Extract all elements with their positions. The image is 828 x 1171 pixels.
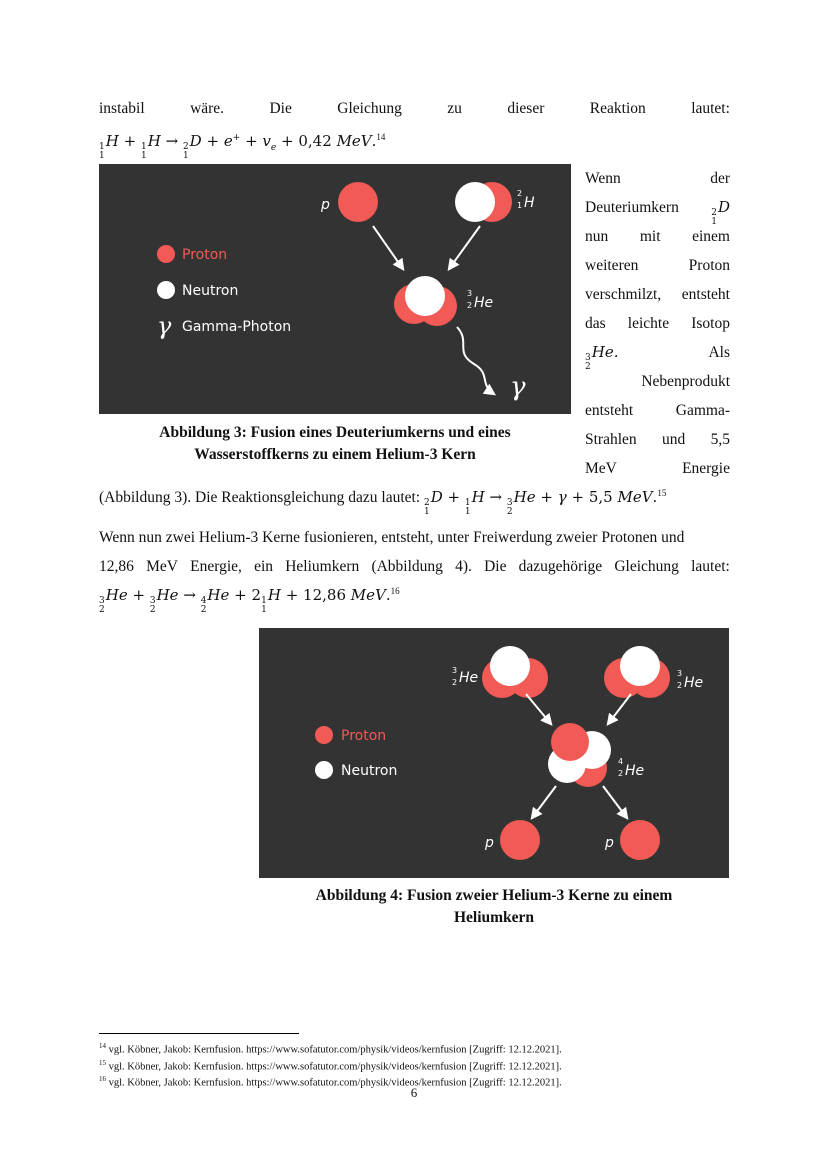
footnote-separator bbox=[99, 1033, 299, 1034]
label-he: He bbox=[474, 295, 494, 311]
label-he-right-charge: 2 bbox=[677, 681, 683, 690]
label-he-mass: 3 bbox=[467, 289, 473, 298]
label-he-right-mass: 3 bbox=[677, 669, 683, 678]
legend-gamma-symbol: γ bbox=[157, 312, 172, 340]
label-he4-charge: 2 bbox=[618, 769, 624, 778]
footnote-ref[interactable]: 16 bbox=[390, 586, 400, 596]
he3-neutron bbox=[405, 276, 445, 316]
label-p-left: p bbox=[485, 835, 494, 851]
legend-proton-dot bbox=[315, 726, 333, 744]
label-he-left: He bbox=[459, 670, 479, 686]
figure-4-caption: Abbildung 4: Fusion zweier Helium-3 Kerne zu einem Heliumkern bbox=[315, 887, 673, 926]
word: zu bbox=[447, 100, 462, 117]
he3-right-neutron bbox=[620, 646, 660, 686]
side-line: Wenn der bbox=[585, 170, 730, 187]
legend-neutron-label: Neutron bbox=[341, 763, 398, 779]
paragraph-3-line-1: Wenn nun zwei Helium-3 Kerne fusionieren, entsteht, unter Freiwerdung zweier Protonen und bbox=[99, 529, 685, 546]
side-line: nun mit einem bbox=[585, 228, 730, 245]
word: lautet: bbox=[691, 100, 730, 117]
arrow-out-left bbox=[532, 786, 556, 818]
word: wäre. bbox=[190, 100, 225, 117]
word: instabil bbox=[99, 100, 145, 117]
side-line: MeV Energie bbox=[585, 460, 730, 477]
legend-proton-label: Proton bbox=[182, 247, 228, 263]
figure-4 bbox=[259, 628, 729, 878]
legend-neutron-dot bbox=[315, 761, 333, 779]
figure-3 bbox=[99, 164, 571, 414]
side-line: entsteht Gamma- bbox=[585, 402, 730, 419]
arrow-in-left bbox=[526, 694, 551, 724]
word: Gleichung bbox=[337, 100, 402, 117]
paragraph-2: (Abbildung 3). Die Reaktionsgleichung dazu lautet: 2 1 D + 1 1 H → 3 2 He + γ + 5,5 MeV.$^{15}$ bbox=[99, 488, 667, 517]
he3-left-neutron bbox=[490, 646, 530, 686]
label-h-charge: 1 bbox=[517, 201, 523, 210]
footnote-ref[interactable]: 14 bbox=[376, 132, 386, 142]
equation-1: 1 1 H + 1 1 H → 2 1 $D + e^+ + v_e + 0,42$ MeV.$^{14}$ bbox=[99, 132, 386, 161]
side-line: Nebenprodukt bbox=[641, 373, 730, 390]
arrow-in-right bbox=[608, 694, 631, 724]
legend-neutron-label: Neutron bbox=[182, 283, 239, 299]
side-line: verschmilzt, entsteht bbox=[585, 286, 730, 303]
side-line: Strahlen und 5,5 bbox=[585, 431, 730, 448]
gamma-symbol: γ bbox=[510, 372, 526, 402]
side-line: Deuteriumkern 2 1 D bbox=[585, 198, 730, 227]
side-line: das leichte Isotop bbox=[585, 315, 730, 332]
figure-3-caption: Abbildung 3: Fusion eines Deuteriumkerns und eines Wasserstoffkerns zu einem Helium-3 Kern bbox=[159, 424, 511, 463]
side-line: 3 2 He. Als bbox=[585, 343, 730, 372]
figure-3-diagram bbox=[99, 164, 571, 414]
label-p-right: p bbox=[605, 835, 614, 851]
footnote: $^{14}$ vgl. Köbner, Jakob: Kernfusion. https://www.sofatutor.com/physik/videos/kernfusion [Zugriff: 12.12.2021]. bbox=[99, 1042, 562, 1056]
label-he-left-mass: 3 bbox=[452, 666, 458, 675]
legend-proton-dot bbox=[157, 245, 175, 263]
label-he4: He bbox=[625, 763, 645, 779]
paragraph-3-line-2: 12,86 MeV Energie, ein Heliumkern (Abbildung 4). Die dazugehörige Gleichung lautet: bbox=[99, 558, 730, 575]
footnote: $^{16}$ vgl. Köbner, Jakob: Kernfusion. https://www.sofatutor.com/physik/videos/kernfusion [Zugriff: 12.12.2021]. bbox=[99, 1075, 562, 1089]
side-text bbox=[585, 164, 730, 483]
label-he-right: He bbox=[684, 675, 704, 691]
label-h-mass: 2 bbox=[517, 189, 523, 198]
footnote-ref[interactable]: 15 bbox=[657, 488, 667, 498]
figure-4-diagram bbox=[259, 628, 729, 878]
arrow-deuterium bbox=[449, 226, 480, 269]
label-he4-mass: 4 bbox=[618, 757, 624, 766]
proton-out-right bbox=[620, 820, 660, 860]
gamma-wave-arrow bbox=[457, 327, 494, 394]
label-h: H bbox=[524, 195, 535, 211]
arrow-proton bbox=[373, 226, 403, 269]
word: Die bbox=[269, 100, 292, 117]
label-he-left-charge: 2 bbox=[452, 678, 458, 687]
word: dieser bbox=[507, 100, 545, 117]
proton-out-left bbox=[500, 820, 540, 860]
footnote: $^{15}$ vgl. Köbner, Jakob: Kernfusion. https://www.sofatutor.com/physik/videos/kernfusion [Zugriff: 12.12.2021]. bbox=[99, 1058, 562, 1072]
legend-proton-label: Proton bbox=[341, 728, 387, 744]
he4-proton-top bbox=[551, 723, 589, 761]
word: Reaktion bbox=[589, 100, 646, 117]
footnotes bbox=[99, 1040, 739, 1090]
deuterium-neutron bbox=[455, 182, 495, 222]
equation-3: 3 2 He + 3 2 He → 4 2 He + 2 1 1 H + 12,86 MeV.$^{16}$ bbox=[99, 586, 400, 615]
page-number: 6 bbox=[410, 1085, 418, 1100]
side-line: weiteren Proton bbox=[585, 257, 730, 274]
top-line bbox=[99, 94, 730, 123]
arrow-out-right bbox=[603, 786, 627, 818]
proton bbox=[338, 182, 378, 222]
label-he-charge: 2 bbox=[467, 301, 473, 310]
legend-gamma-label: Gamma-Photon bbox=[182, 319, 292, 335]
label-p: p bbox=[321, 197, 330, 213]
legend-neutron-dot bbox=[157, 281, 175, 299]
